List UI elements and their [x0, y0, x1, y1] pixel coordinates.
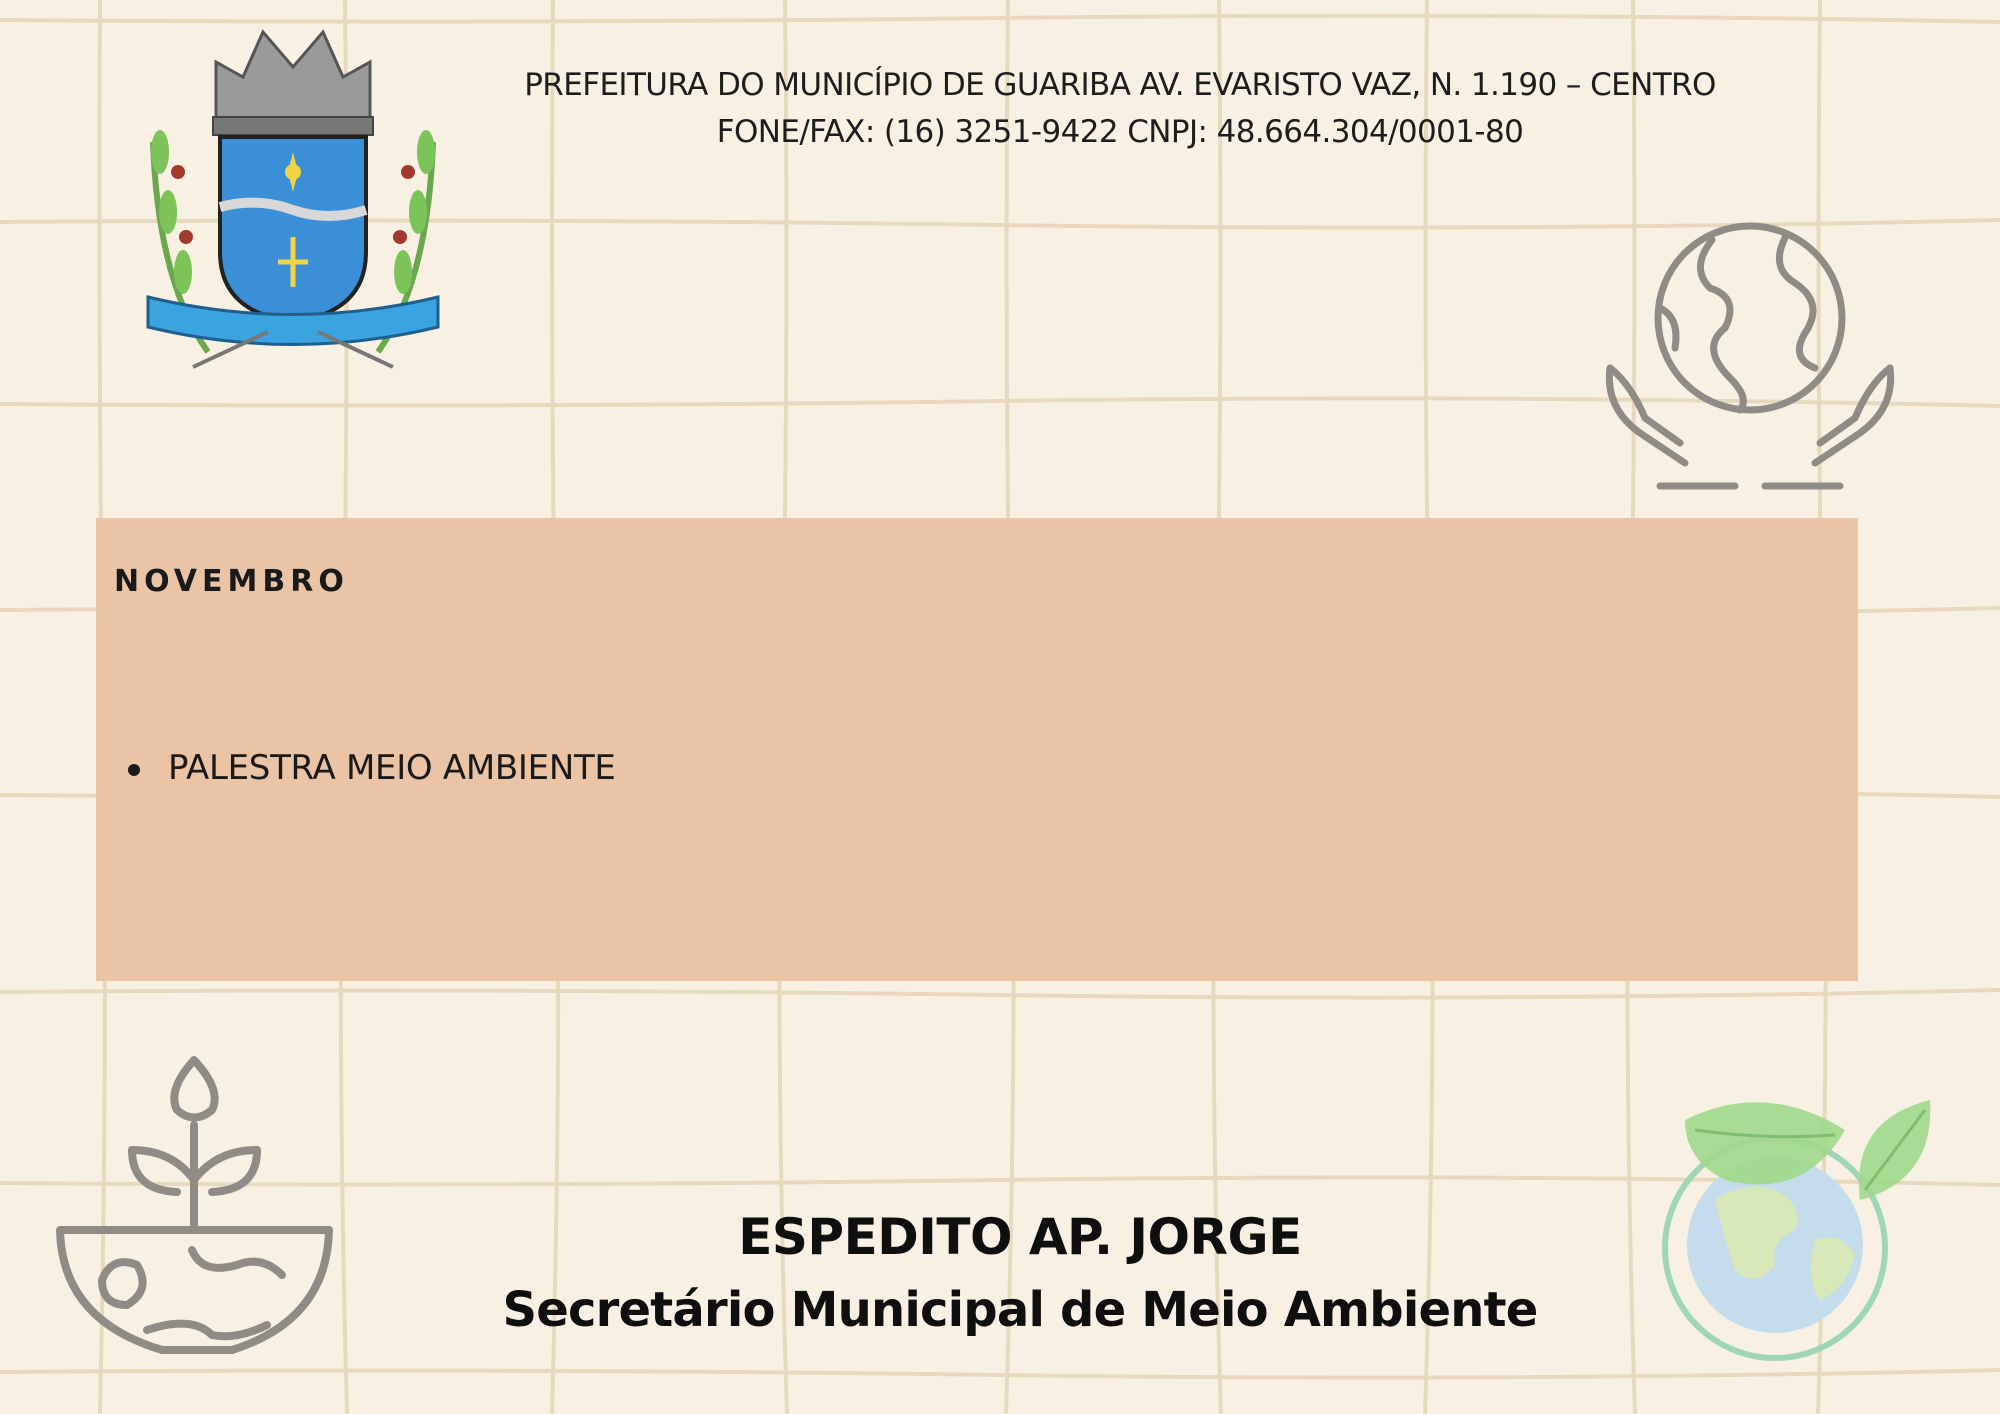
header-contact-line: FONE/FAX: (16) 3251-9422 CNPJ: 48.664.304/0001-80: [716, 114, 1524, 150]
event-panel: [96, 518, 1858, 981]
municipal-crest-icon: [138, 22, 448, 374]
month-heading: NOVEMBRO: [114, 564, 349, 599]
plant-on-earth-icon: [52, 1050, 337, 1360]
header-address-line: PREFEITURA DO MUNICÍPIO DE GUARIBA AV. EVARISTO VAZ, N. 1.190 – CENTRO: [524, 67, 1716, 103]
bullet-icon: [128, 764, 140, 776]
signatory-role: Secretário Municipal de Meio Ambiente: [502, 1282, 1538, 1338]
globe-in-hands-icon: [1600, 218, 1900, 493]
list-item: [96, 748, 616, 788]
event-list: [96, 748, 616, 788]
document-header: [440, 62, 1800, 156]
signatory-name: ESPEDITO AP. JORGE: [738, 1208, 1302, 1266]
eco-globe-leaves-icon: [1655, 1090, 1935, 1370]
signature-block: [440, 1200, 1600, 1346]
event-item-label: PALESTRA MEIO AMBIENTE: [168, 748, 616, 788]
